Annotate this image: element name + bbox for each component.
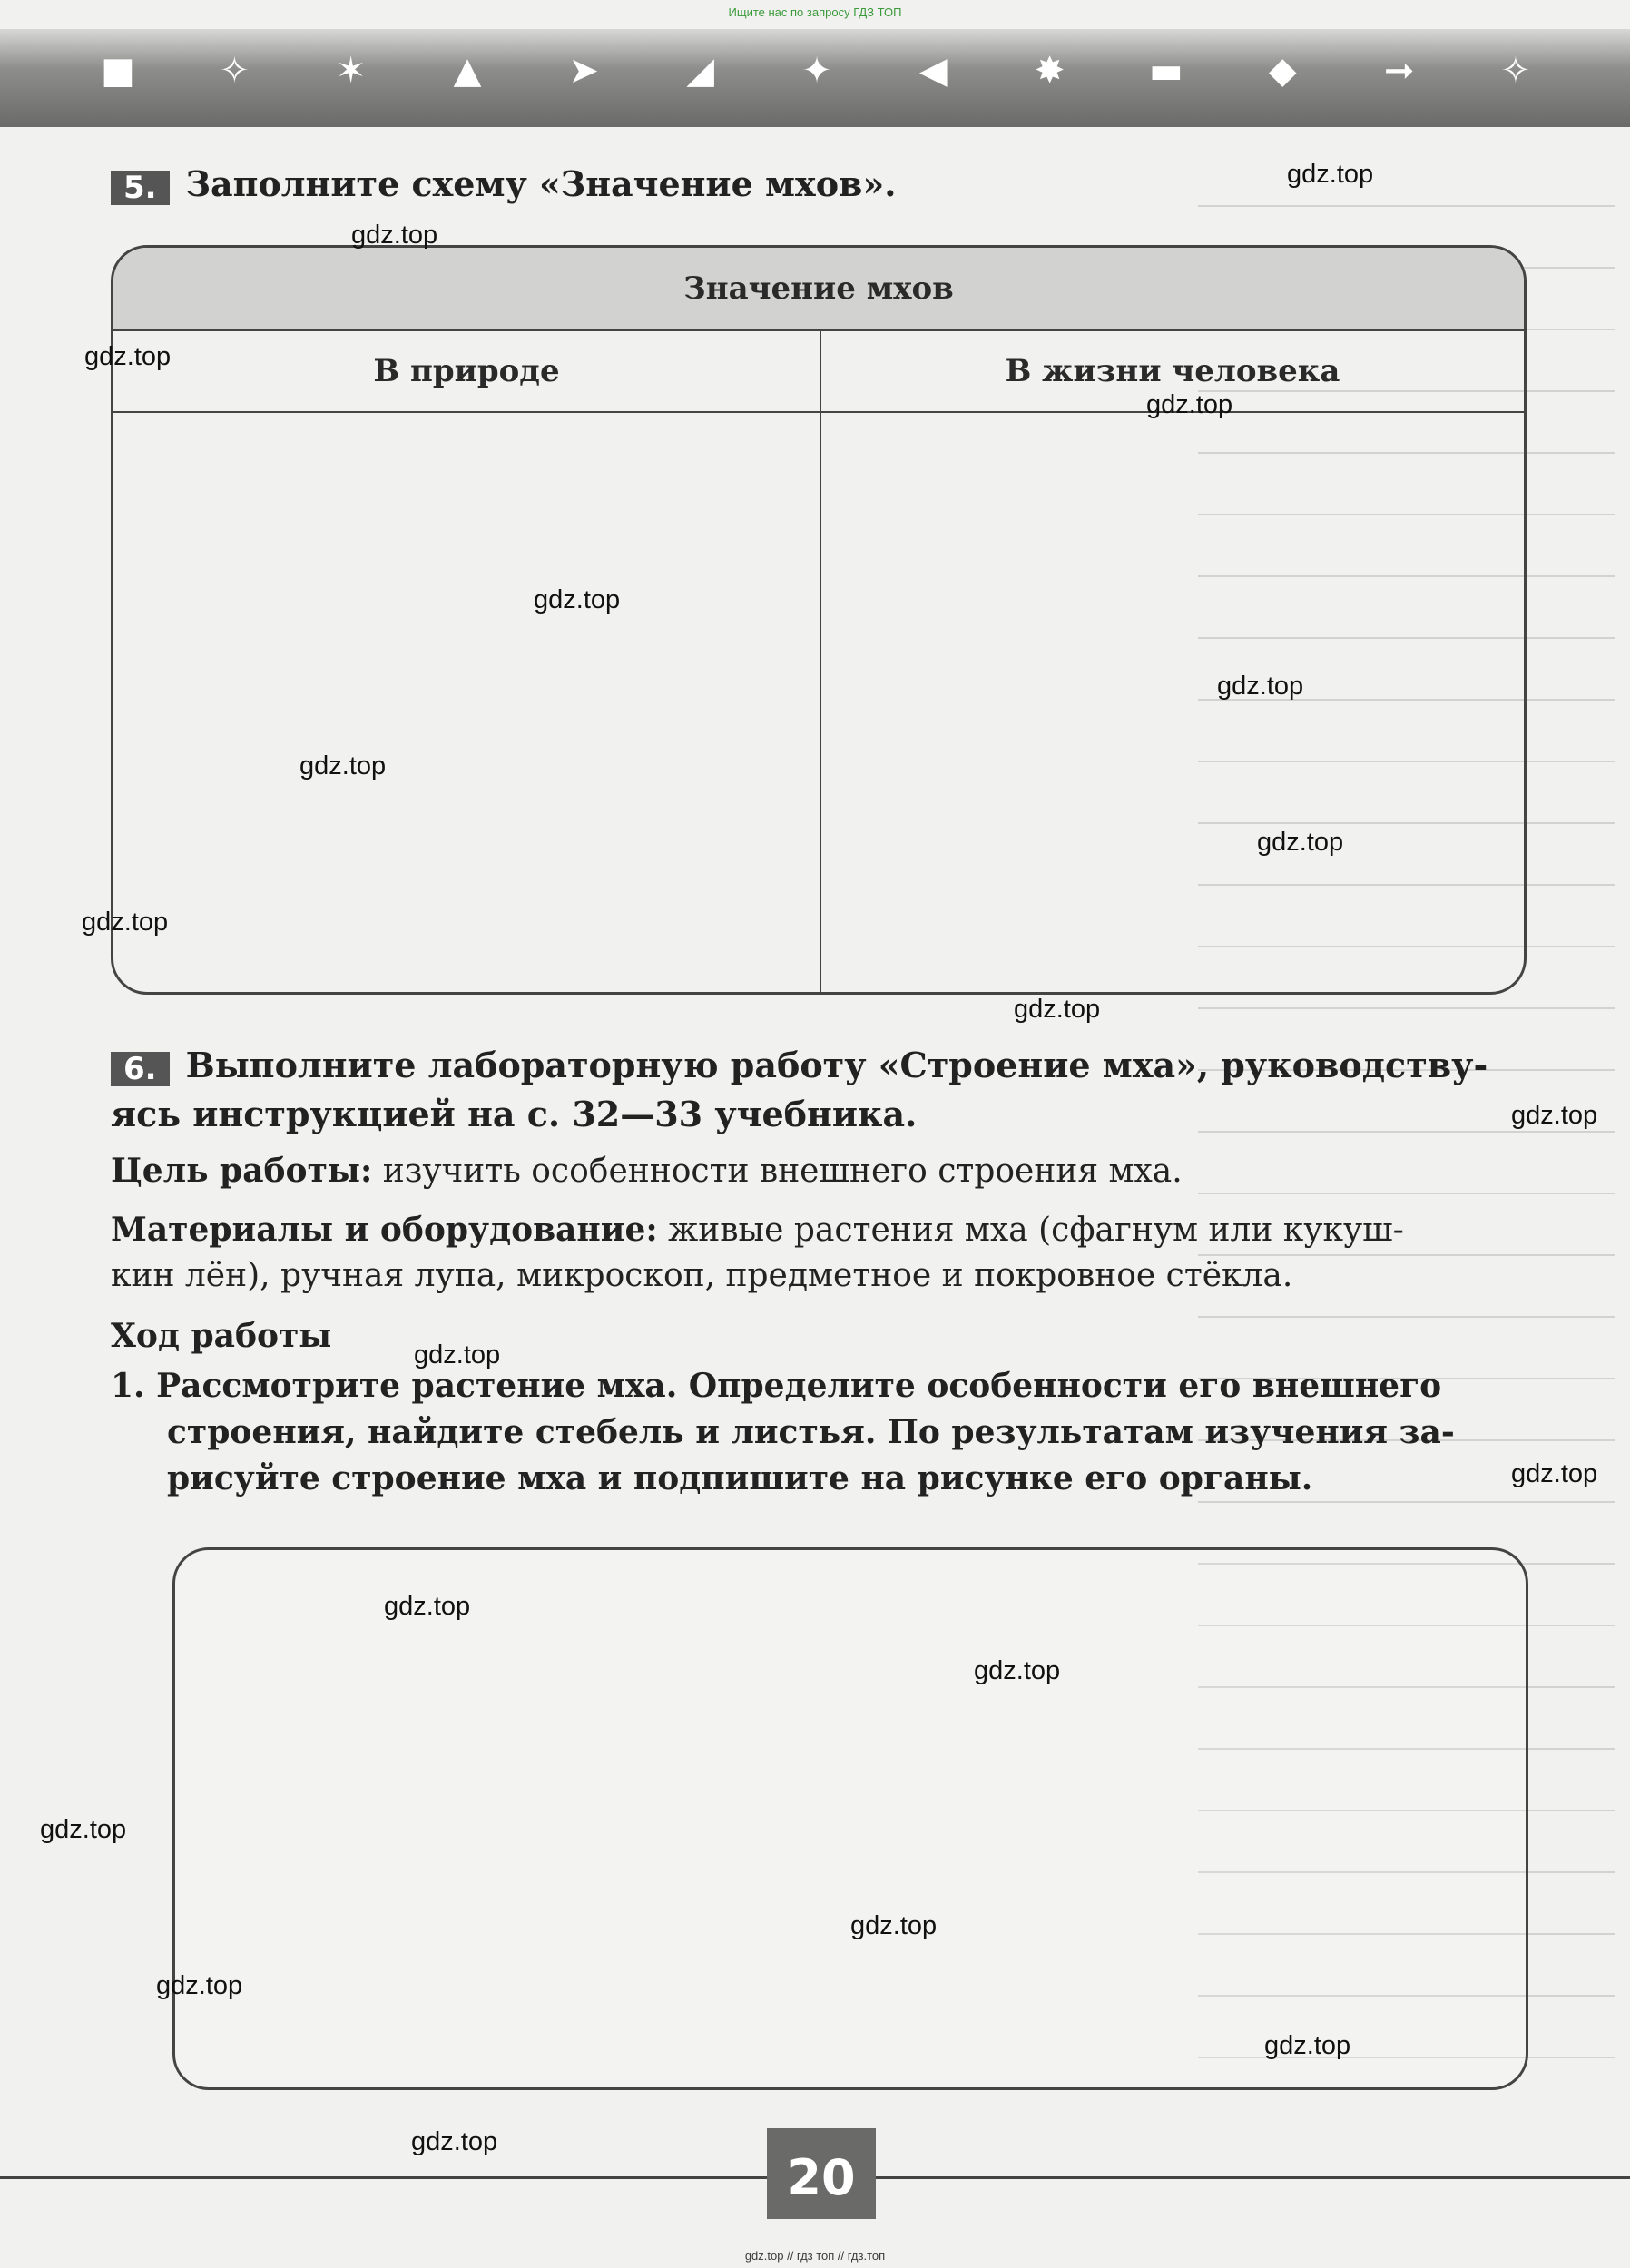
goal-label: Цель работы: — [111, 1152, 373, 1190]
banner-icons — [91, 44, 1543, 98]
bird-icon: ➤ — [568, 50, 600, 92]
task6-text-line1: Выполните лабораторную работу «Строение мха», руководству- — [185, 1045, 1488, 1085]
page-number: 20 — [767, 2128, 876, 2219]
materials-text-line2: кин лён), ручная лупа, микроскоп, предметное и покровное стёкла. — [111, 1257, 1293, 1294]
ant-icon: ✦ — [801, 50, 832, 92]
watermark: gdz.top — [299, 751, 387, 781]
butterfly-icon: ✧ — [1500, 50, 1531, 92]
step1-line3: рисуйте строение мха и подпишите на рисунке его органы. — [167, 1459, 1313, 1497]
bottom-note: gdz.top // гдз топ // гдз.топ — [744, 2249, 886, 2263]
dolphin-icon: ◢ — [686, 50, 715, 92]
watermark: gdz.top — [156, 1971, 243, 2000]
column-title-human-life: В жизни человека — [821, 331, 1524, 413]
goal-text: изучить особенности внешнего строения мха. — [372, 1153, 1183, 1190]
drawing-box[interactable] — [172, 1547, 1528, 2090]
lizard-icon: ➞ — [1383, 50, 1415, 92]
watermark: gdz.top — [40, 1815, 127, 1844]
scorpion-icon: ✶ — [335, 50, 367, 92]
task6-heading — [111, 1041, 1527, 1139]
scheme-column-human-life[interactable] — [821, 331, 1524, 992]
watermark: gdz.top — [1264, 2031, 1351, 2060]
materials-text-line1: живые растения мха (сфагнум или кукуш- — [657, 1212, 1404, 1249]
watermark: gdz.top — [384, 1592, 471, 1621]
watermark: gdz.top — [351, 221, 438, 250]
watermark: gdz.top — [84, 342, 172, 371]
task5-text: Заполните схему «Значение мхов». — [185, 163, 897, 204]
watermark: gdz.top — [974, 1656, 1061, 1685]
task5-heading — [111, 160, 896, 209]
cat-icon: ◆ — [1268, 50, 1297, 92]
bug-icon: ✸ — [1034, 50, 1065, 92]
materials-label: Материалы и оборудование: — [111, 1211, 658, 1249]
watermark: gdz.top — [1257, 828, 1344, 857]
column-title-nature: В природе — [113, 331, 820, 413]
horse-icon: ▲ — [453, 50, 482, 92]
boar-icon: ▬ — [1149, 50, 1183, 92]
watermark: gdz.top — [1511, 1101, 1598, 1130]
scheme-title: Значение мхов — [113, 248, 1524, 331]
task6-number: 6. — [111, 1052, 170, 1086]
watermark: gdz.top — [1511, 1459, 1598, 1488]
top-note: Ищите нас по запросу ГДЗ ТОП — [728, 5, 902, 19]
task5-number: 5. — [111, 171, 170, 205]
moss-importance-scheme — [111, 245, 1527, 995]
step1-paragraph — [111, 1363, 1527, 1502]
materials-paragraph — [111, 1207, 1527, 1299]
step1-line2: строения, найдите стебель и листья. По результатам изучения за- — [167, 1413, 1455, 1451]
scheme-column-nature[interactable] — [113, 331, 821, 992]
watermark: gdz.top — [1146, 390, 1233, 419]
watermark: gdz.top — [1217, 672, 1304, 701]
watermark: gdz.top — [82, 908, 169, 937]
progress-label: Ход работы — [111, 1317, 332, 1355]
butterfly-icon: ✧ — [219, 50, 250, 92]
watermark: gdz.top — [1014, 995, 1101, 1024]
step1-line1: 1. Рассмотрите растение мха. Определите особенности его внешнего — [111, 1367, 1442, 1405]
watermark: gdz.top — [850, 1911, 938, 1940]
goal-paragraph — [111, 1148, 1183, 1194]
watermark: gdz.top — [1287, 160, 1374, 189]
heron-icon: ◀ — [918, 50, 948, 92]
task6-text-line2: ясь инструкцией на с. 32—33 учебника. — [111, 1094, 918, 1134]
watermark: gdz.top — [411, 2127, 498, 2156]
watermark: gdz.top — [414, 1340, 501, 1370]
bison-icon: ■ — [101, 50, 135, 92]
watermark: gdz.top — [534, 585, 621, 614]
